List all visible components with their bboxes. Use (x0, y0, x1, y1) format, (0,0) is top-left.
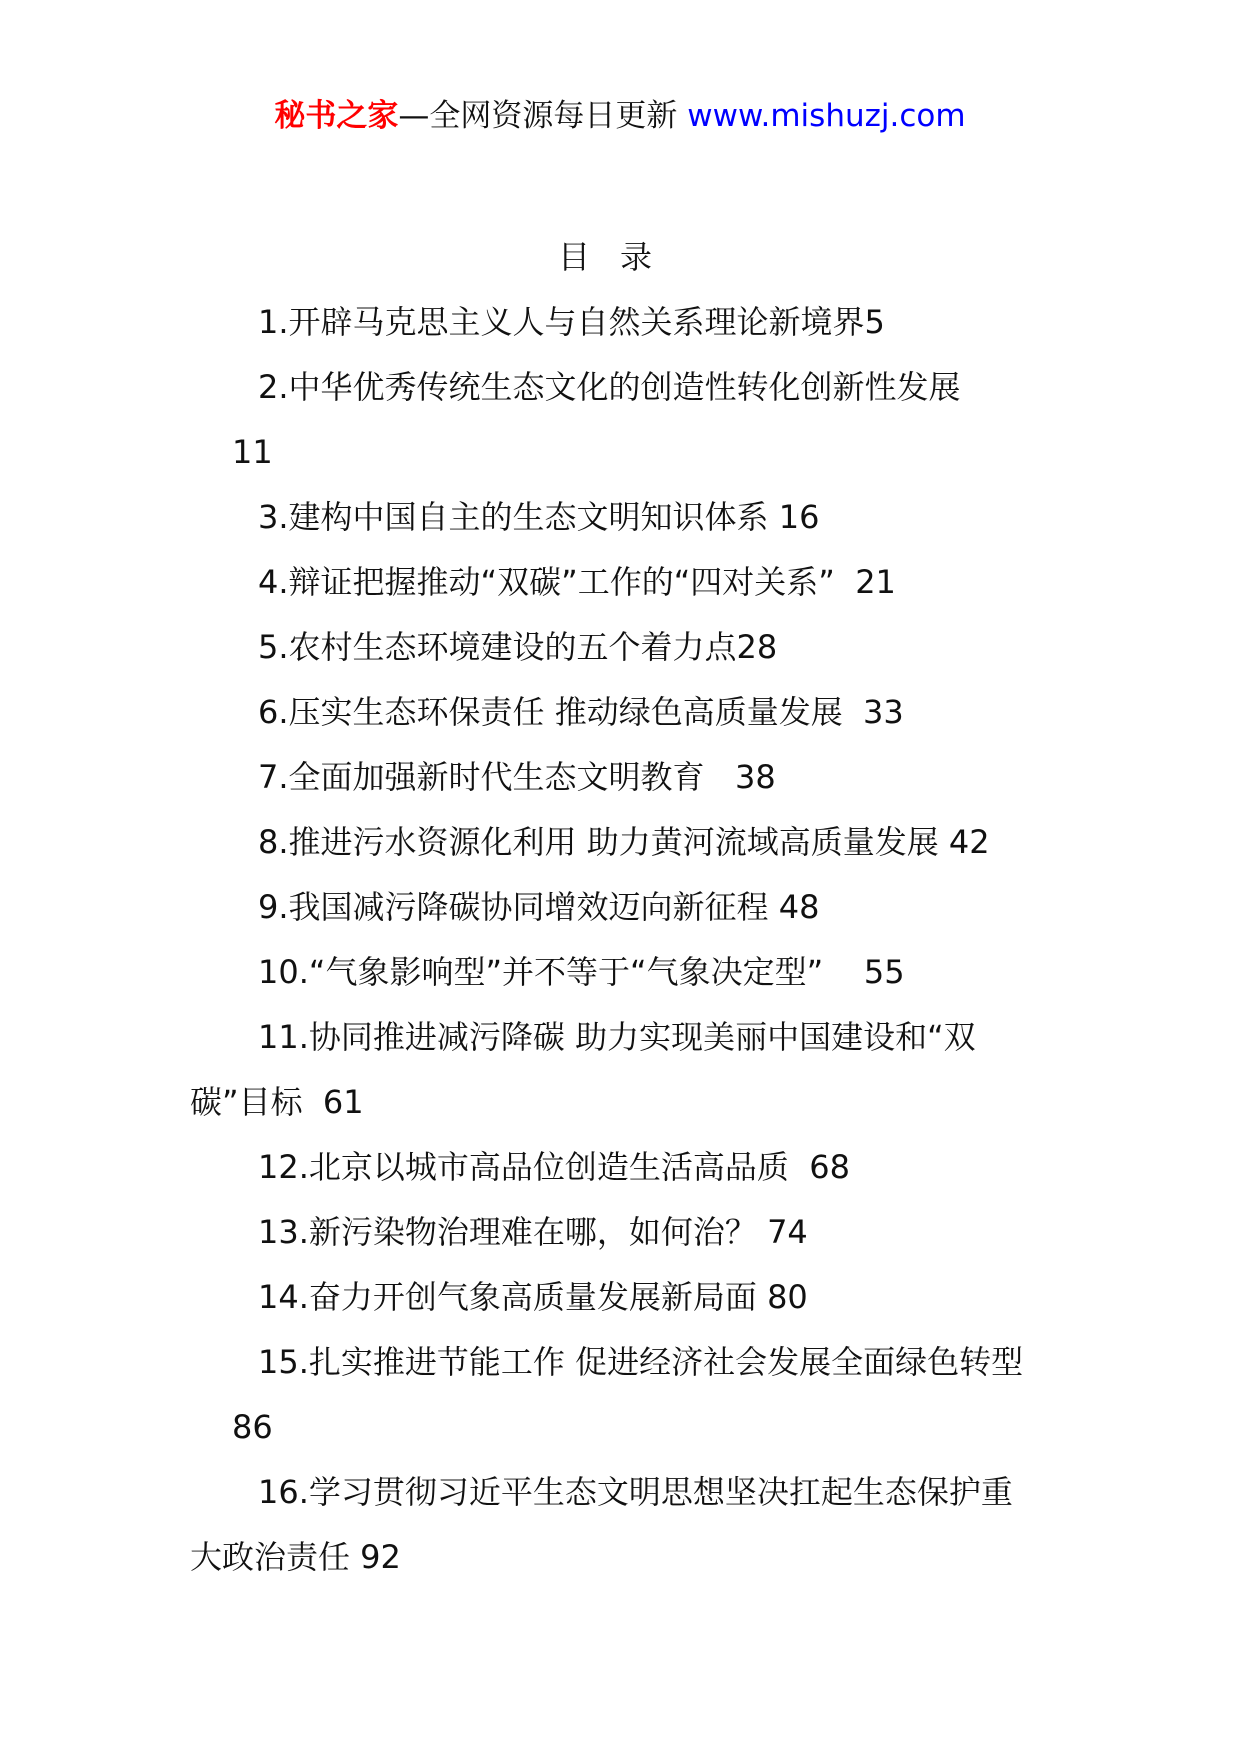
toc-entry-8[interactable]: 8.推进污水资源化利用 助力黄河流域高质量发展 42 (258, 823, 990, 861)
site-header (0, 98, 1240, 135)
toc-entry-15[interactable]: 15.扎实推进节能工作 促进经济社会发展全面绿色转型 86 (232, 1343, 1024, 1446)
toc-entry-3[interactable]: 3.建构中国自主的生态文明知识体系 16 (258, 498, 820, 536)
brand-name: 秘书之家 (274, 98, 399, 134)
toc-entry-16[interactable]: 16.学习贯彻习近平生态文明思想坚决扛起生态保护重 大政治责任 92 (190, 1473, 1013, 1576)
toc-entry-7[interactable]: 7.全面加强新时代生态文明教育 38 (258, 758, 776, 796)
toc-entry-2[interactable]: 2.中华优秀传统生态文化的创造性转化创新性发展 11 (232, 368, 961, 471)
site-url-link[interactable]: www.mishuzj.com (687, 98, 966, 134)
toc-title: 目录 (557, 238, 682, 276)
header-tagline: —全网资源每日更新 (398, 98, 688, 134)
table-of-contents (190, 290, 1060, 1590)
toc-entry-6[interactable]: 6.压实生态环保责任 推动绿色高质量发展 33 (258, 693, 904, 731)
toc-entry-5[interactable]: 5.农村生态环境建设的五个着力点28 (258, 628, 778, 666)
toc-entry-1[interactable]: 1.开辟马克思主义人与自然关系理论新境界5 (258, 303, 885, 341)
toc-entry-12[interactable]: 12.北京以城市高品位创造生活高品质 68 (258, 1148, 850, 1186)
toc-entry-11[interactable]: 11.协同推进减污降碳 助力实现美丽中国建设和“双 碳”目标 61 (190, 1018, 976, 1121)
toc-entry-4[interactable]: 4.辩证把握推动“双碳”工作的“四对关系” 21 (258, 563, 896, 601)
toc-entry-10[interactable]: 10.“气象影响型”并不等于“气象决定型” 55 (258, 953, 905, 991)
toc-entry-13[interactable]: 13.新污染物治理难在哪，如何治？ 74 (258, 1213, 808, 1251)
toc-entry-14[interactable]: 14.奋力开创气象高质量发展新局面 80 (258, 1278, 808, 1316)
toc-entry-9[interactable]: 9.我国减污降碳协同增效迈向新征程 48 (258, 888, 820, 926)
